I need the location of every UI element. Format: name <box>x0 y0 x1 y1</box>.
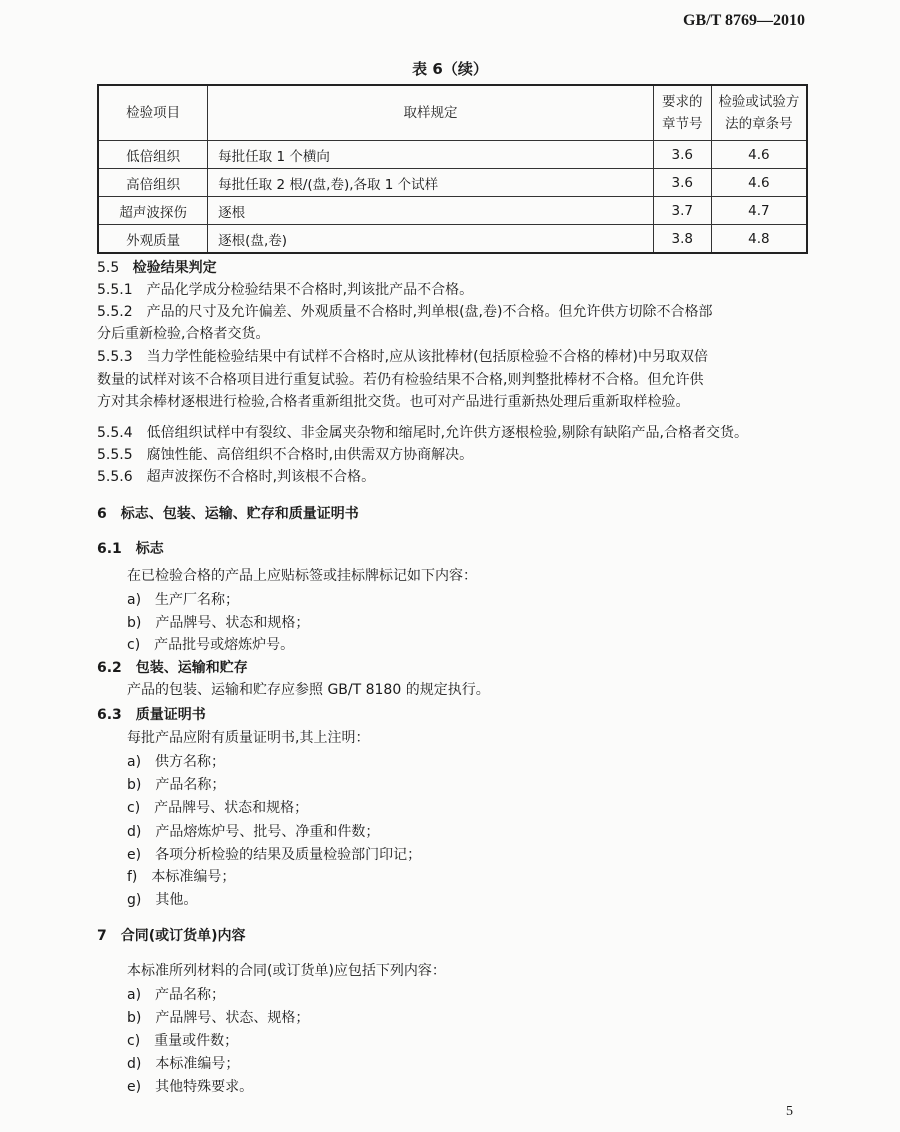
table-row <box>98 225 807 254</box>
cell-method-clause: 4.7 <box>711 197 807 225</box>
section-6-1-heading: 6.1 标志 <box>97 541 164 557</box>
cell-method-clause: 4.6 <box>711 169 807 197</box>
table-row <box>98 141 807 169</box>
paragraph-line: 在已检验合格的产品上应贴标签或挂标牌标记如下内容： <box>127 568 477 584</box>
cell-sampling: 每批任取 2 根/(盘,卷),各取 1 个试样 <box>208 169 654 197</box>
header-text: 检验项目 <box>126 105 181 121</box>
table-row <box>98 197 807 225</box>
header-text: 法的章条号 <box>725 116 793 132</box>
list-item: b) 产品牌号、状态和规格； <box>127 615 310 631</box>
paragraph-line: 分后重新检验,合格者交货。 <box>97 326 270 342</box>
list-item: g) 其他。 <box>127 892 198 908</box>
cell-sampling: 逐根 <box>208 197 654 225</box>
section-6-2-heading: 6.2 包装、运输和贮存 <box>97 660 248 676</box>
list-item: b) 产品牌号、状态、规格； <box>127 1010 310 1026</box>
paragraph-line: 方对其余棒材逐根进行检验,合格者重新组批交货。也可对产品进行重新热处理后重新取样检验。 <box>97 394 690 410</box>
cell-item: 超声波探伤 <box>98 197 208 225</box>
cell-item: 高倍组织 <box>98 169 208 197</box>
standard-number: GB/T 8769—2010 <box>683 12 805 29</box>
cell-req-clause: 3.8 <box>653 225 711 254</box>
section-number: 5.5 <box>97 260 120 276</box>
header-cell <box>98 85 208 141</box>
paragraph-line: 5.5.4 低倍组织试样中有裂纹、非金属夹杂物和缩尾时,允许供方逐根检验,剔除有缺陷产品,合格者交货。 <box>97 425 748 441</box>
paragraph-line: 产品的包装、运输和贮存应参照 GB/T 8180 的规定执行。 <box>127 682 490 698</box>
header-cell <box>653 85 711 141</box>
table-header-row <box>98 85 807 141</box>
section-6-heading: 6 标志、包装、运输、贮存和质量证明书 <box>97 506 359 522</box>
paragraph-line: 数量的试样对该不合格项目进行重复试验。若仍有检验结果不合格,则判整批棒材不合格。但允许供 <box>97 372 704 388</box>
cell-item: 低倍组织 <box>98 141 208 169</box>
header-text: 章节号 <box>662 116 703 132</box>
list-item: e) 各项分析检验的结果及质量检验部门印记； <box>127 847 422 863</box>
paragraph-line: 5.5.3 当力学性能检验结果中有试样不合格时,应从该批棒材(包括原检验不合格的棒材)中另取双倍 <box>97 349 708 365</box>
paragraph-line: 本标准所列材料的合同(或订货单)应包括下列内容： <box>127 963 446 979</box>
list-item: a) 产品名称； <box>127 987 226 1003</box>
cell-req-clause: 3.6 <box>653 141 711 169</box>
paragraph-line: 每批产品应附有质量证明书,其上注明： <box>127 730 370 746</box>
list-item: e) 其他特殊要求。 <box>127 1079 254 1095</box>
section-7-heading: 7 合同(或订货单)内容 <box>97 928 246 944</box>
cell-item: 外观质量 <box>98 225 208 254</box>
header-cell <box>208 85 654 141</box>
list-item: a) 供方名称； <box>127 754 226 770</box>
header-text: 检验或试验方 <box>718 94 800 110</box>
section-6-3-heading: 6.3 质量证明书 <box>97 707 206 723</box>
cell-sampling: 每批任取 1 个横向 <box>208 141 654 169</box>
header-cell <box>711 85 807 141</box>
cell-method-clause: 4.6 <box>711 141 807 169</box>
paragraph-line: 5.5.2 产品的尺寸及允许偏差、外观质量不合格时,判单根(盘,卷)不合格。但允许供方切除不合格部 <box>97 304 713 320</box>
section-5-5-heading <box>97 258 217 278</box>
page-number: 5 <box>786 1104 793 1119</box>
list-item: c) 产品批号或熔炼炉号。 <box>127 637 295 653</box>
inspection-table <box>97 84 808 254</box>
list-item: a) 生产厂名称； <box>127 592 240 608</box>
list-item: f) 本标准编号； <box>127 869 236 885</box>
cell-req-clause: 3.6 <box>653 169 711 197</box>
header-text: 取样规定 <box>403 105 458 121</box>
paragraph-line: 5.5.6 超声波探伤不合格时,判该根不合格。 <box>97 469 376 485</box>
list-item: c) 重量或件数； <box>127 1033 239 1049</box>
cell-method-clause: 4.8 <box>711 225 807 254</box>
list-item: d) 产品熔炼炉号、批号、净重和件数； <box>127 824 380 840</box>
cell-req-clause: 3.7 <box>653 197 711 225</box>
list-item: c) 产品牌号、状态和规格； <box>127 800 309 816</box>
section-title: 检验结果判定 <box>132 260 217 276</box>
cell-sampling: 逐根(盘,卷) <box>208 225 654 254</box>
paragraph-line: 5.5.1 产品化学成分检验结果不合格时,判该批产品不合格。 <box>97 282 474 298</box>
table-title: 表 6（续） <box>412 60 488 78</box>
paragraph-line: 5.5.5 腐蚀性能、高倍组织不合格时,由供需双方协商解决。 <box>97 447 474 463</box>
table-row <box>98 169 807 197</box>
list-item: d) 本标准编号； <box>127 1056 240 1072</box>
header-text: 要求的 <box>662 94 703 110</box>
list-item: b) 产品名称； <box>127 777 226 793</box>
